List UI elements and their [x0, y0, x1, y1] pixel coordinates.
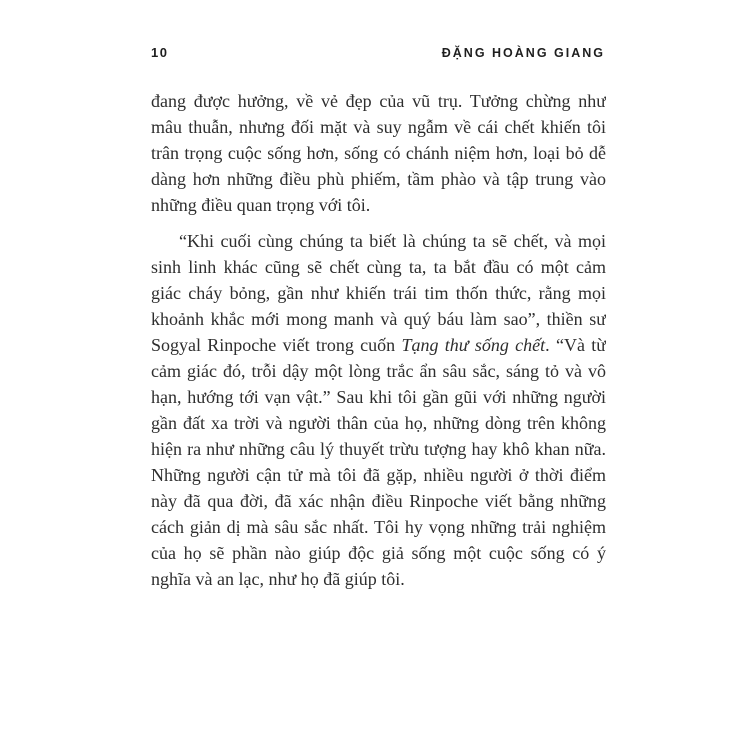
running-header-row — [151, 45, 605, 60]
book-title-italic: Tạng thư sống chết — [401, 335, 546, 355]
text-segment: Sogyal Rinpoche viết trong cuốn — [151, 335, 402, 355]
text-line: này đã qua đời, đã xác nhận điều Rinpoche viết bằng những — [151, 491, 606, 511]
paragraph-2 — [151, 228, 606, 592]
text-line: hạn, hướng tới vạn vật.” Sau khi tôi gần gũi với những người — [151, 387, 606, 407]
text-line: mâu thuẫn, nhưng đối mặt và suy ngẫm về cái chết khiến tôi — [151, 117, 606, 137]
text-line: nghĩa và an lạc, như họ đã giúp tôi. — [151, 569, 405, 589]
text-line: đang được hưởng, về vẻ đẹp của vũ trụ. Tưởng chừng như — [151, 91, 606, 111]
text-line-with-book-title — [151, 332, 606, 358]
text-line: “Khi cuối cùng chúng ta biết là chúng ta sẽ chết, và mọi — [179, 231, 606, 251]
text-line: gần đất xa trời và người thân của họ, những dòng trên không — [151, 413, 606, 433]
text-line: giác cháy bỏng, gần như khiến trái tim thốn thức, rằng mọi — [151, 283, 606, 303]
paragraph-1 — [151, 88, 606, 218]
page-number: 10 — [151, 45, 169, 60]
text-line: khoảnh khắc mới mong manh và quý báu làm sao”, thiền sư — [151, 309, 606, 329]
text-line: sinh linh khác cũng sẽ chết cùng ta, ta bắt đầu có một cảm — [151, 257, 606, 277]
text-line: hiện ra như những câu lý thuyết trừu tượng hay khô khan nữa. — [151, 439, 606, 459]
text-line: những điều quan trọng với tôi. — [151, 195, 371, 215]
running-header: ĐẶNG HOÀNG GIANG — [441, 46, 605, 60]
text-line: cảm giác đó, trỗi dậy một lòng trắc ẩn sâu sắc, sáng tỏ và vô — [151, 361, 606, 381]
text-line: trân trọng cuộc sống hơn, sống có chánh niệm hơn, loại bỏ dễ — [151, 143, 606, 163]
body-text — [151, 88, 606, 592]
text-segment: . “Và từ — [545, 335, 606, 355]
text-line: của họ sẽ phần nào giúp độc giả sống một cuộc sống có ý — [151, 543, 606, 563]
text-line: cách giản dị mà sâu sắc nhất. Tôi hy vọng những trải nghiệm — [151, 517, 606, 537]
text-line: dàng hơn những điều phù phiếm, tầm phào và tập trung vào — [151, 169, 606, 189]
text-line: Những người cận tử mà tôi đã gặp, nhiều người ở thời điểm — [151, 465, 606, 485]
